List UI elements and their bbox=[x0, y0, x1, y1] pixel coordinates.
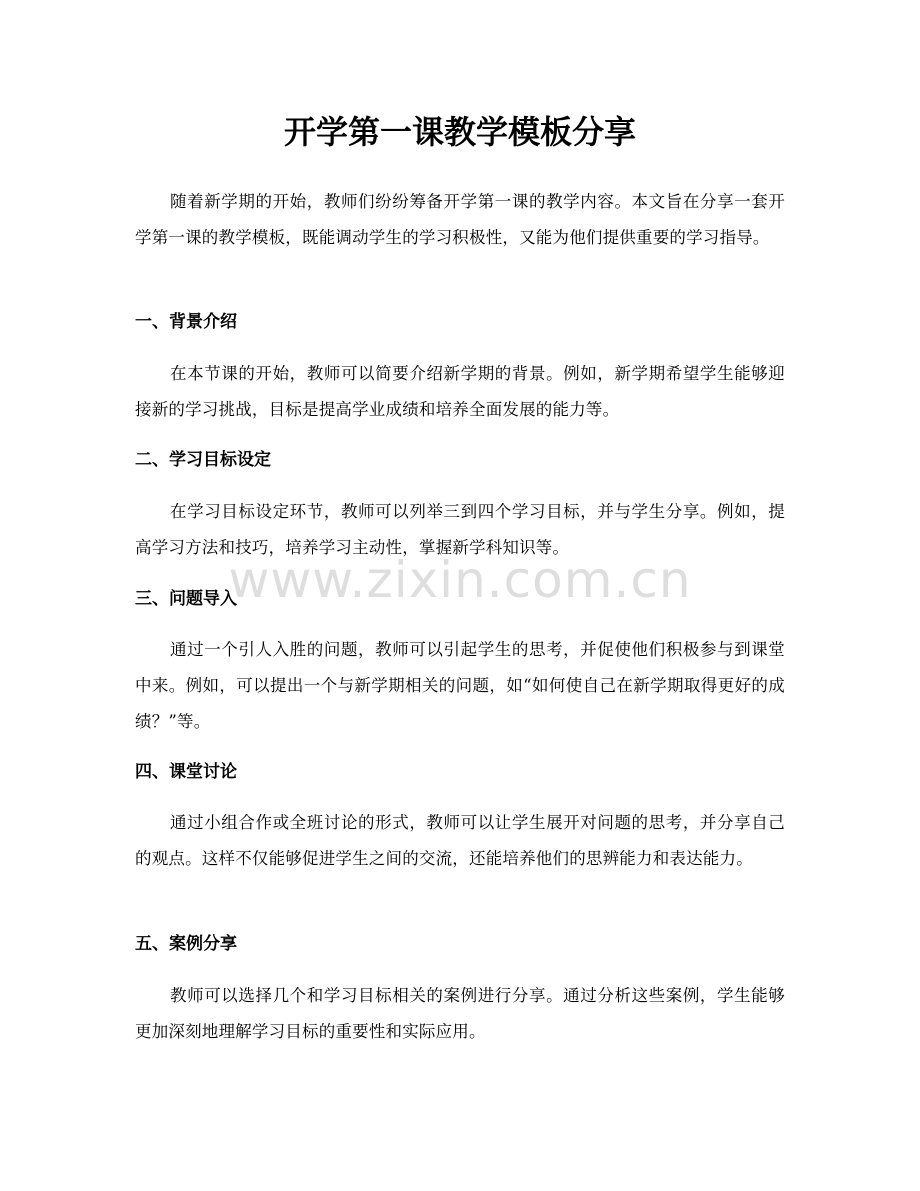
intro-paragraph: 随着新学期的开始，教师们纷纷筹备开学第一课的教学内容。本文旨在分享一套开学第一课的教学模板，既能调动学生的学习积极性，又能为他们提供重要的学习指导。 bbox=[135, 192, 785, 247]
section-heading-background: 一、背景介绍 bbox=[135, 312, 237, 332]
section-body-question: 通过一个引人入胜的问题，教师可以引起学生的思考，并促使他们积极参与到课堂中来。例如，可以提出一个与新学期相关的问题，如“如何使自己在新学期取得更好的成绩？”等。 bbox=[135, 640, 785, 731]
section-heading-goals: 二、学习目标设定 bbox=[135, 450, 271, 470]
watermark: www.zixin.com.cn bbox=[228, 551, 692, 609]
section-heading-discussion: 四、课堂讨论 bbox=[135, 762, 237, 782]
section-body-cases: 教师可以选择几个和学习目标相关的案例进行分享。通过分析这些案例，学生能够更加深刻地理解学习目标的重要性和实际应用。 bbox=[135, 986, 785, 1041]
section-body-background: 在本节课的开始，教师可以简要介绍新学期的背景。例如，新学期希望学生能够迎接新的学习挑战，目标是提高学业成绩和培养全面发展的能力等。 bbox=[135, 364, 785, 419]
section-body-goals: 在学习目标设定环节，教师可以列举三到四个学习目标，并与学生分享。例如，提高学习方法和技巧，培养学习主动性，掌握新学科知识等。 bbox=[135, 502, 785, 557]
section-heading-question: 三、问题导入 bbox=[135, 589, 237, 609]
document-title: 开学第一课教学模板分享 bbox=[283, 113, 636, 151]
section-body-discussion: 通过小组合作或全班讨论的形式，教师可以让学生展开对问题的思考，并分享自己的观点。这样不仅能够促进学生之间的交流，还能培养他们的思辨能力和表达能力。 bbox=[135, 813, 785, 868]
section-heading-cases: 五、案例分享 bbox=[135, 934, 237, 954]
